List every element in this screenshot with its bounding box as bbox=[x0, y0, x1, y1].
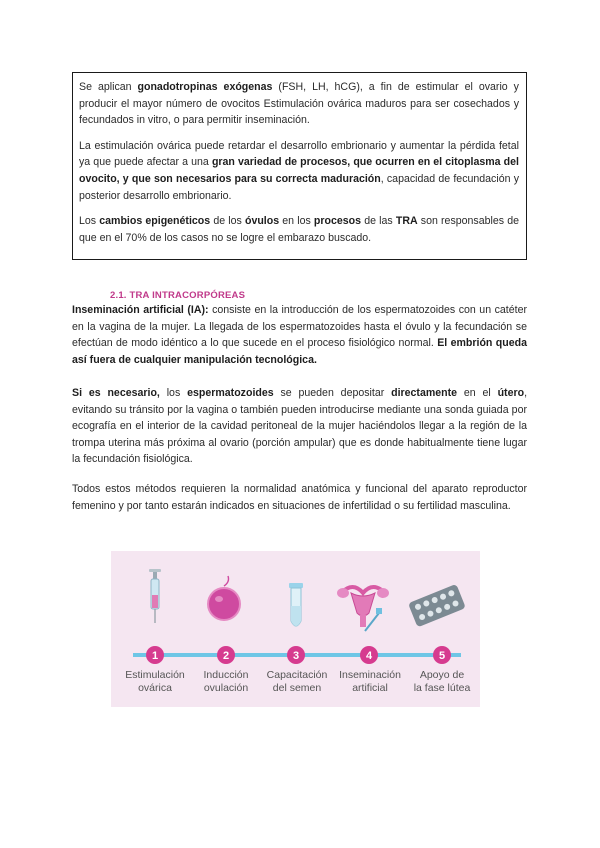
box-paragraph-2: La estimulación ovárica puede retardar el desarrollo embrionario y aumentar la pérdida fetal ya que puede afectar a una gran variedad de procesos, que ocurren en el citoplasma del ovocito, y que son necesarios para su correcta maduración, capacidad de fecundación y posterior desarrollo embrionario. bbox=[79, 139, 519, 202]
step-1-marker bbox=[146, 646, 164, 664]
step-2-label-line2: ovulación bbox=[203, 682, 249, 694]
step-5-label-line2: la fase lútea bbox=[413, 682, 471, 694]
step-1-label-line2: ovárica bbox=[138, 682, 172, 694]
paragraph-si-es-necesario: Si es necesario, los espermatozoides se pueden depositar directamente en el útero, evitando su tránsito por la vagina o también pueden introducirse mediante una sonda guiada por ecografía en el interior de la cavidad peritoneal de la mujer haciéndolos llegar a la región de la trompa uterina más próxima al ovario (porción ampular) que es donde habitualmente tiene lugar la fecundación fisiológica. bbox=[72, 387, 528, 466]
tra-steps-diagram bbox=[111, 551, 480, 707]
step-4-marker bbox=[360, 646, 378, 664]
step-5-number: 5 bbox=[438, 650, 446, 662]
box-paragraph-3: Los cambios epigenéticos de los óvulos en los procesos de las TRA son responsables de que en el 70% de los casos no se logre el embarazo buscado. bbox=[79, 215, 519, 244]
step-4-label-line1: Inseminación bbox=[339, 669, 401, 681]
test-tube-icon bbox=[289, 583, 303, 626]
egg-cell-icon bbox=[208, 576, 240, 620]
highlighted-info-box bbox=[72, 72, 527, 260]
box-paragraph-1: Se aplican gonadotropinas exógenas (FSH, LH, hCG), a fin de estimular el ovario y producir el mayor número de ovocitos Estimulación ovárica maduros para ser cosechados y fecundados in vitro, o para permitir inseminación. bbox=[79, 81, 519, 127]
step-1-number: 1 bbox=[151, 650, 159, 662]
step-3-label-line2: del semen bbox=[272, 682, 322, 694]
step-5-label-line1: Apoyo de bbox=[419, 669, 465, 681]
step-5-marker bbox=[433, 646, 451, 664]
tra-steps-figure bbox=[111, 551, 480, 707]
step-4-number: 4 bbox=[365, 650, 373, 662]
paragraph-todos-estos-metodos: Todos estos métodos requieren la normalidad anatómica y funcional del aparato reproductor femenino y por tanto estarán indicados en situaciones de infertilidad o su fertilidad masculina. bbox=[72, 483, 527, 512]
step-3-label-line1: Capacitación bbox=[266, 669, 328, 681]
step-2-label-line1: Inducción bbox=[203, 669, 249, 681]
syringe-icon bbox=[149, 569, 161, 623]
step-3-marker bbox=[287, 646, 305, 664]
step-3-number: 3 bbox=[292, 650, 300, 662]
step-1-label-line1: Estimulación bbox=[125, 669, 185, 681]
uterus-icon bbox=[337, 587, 389, 631]
step-2-marker bbox=[217, 646, 235, 664]
step-2-number: 2 bbox=[222, 650, 230, 662]
step-4-label-line2: artificial bbox=[352, 682, 388, 694]
paragraph-inseminacion: Inseminación artificial (IA): consiste en la introducción de los espermatozoides con un catéter en la vagina de la mujer. La llegada de los espermatozoides hasta el óvulo y la fecundación se efectúan de modo idéntico a lo que sucede en el proceso fisiológico normal. El embrión queda así fuera de cualquier manipulación tecnológica. bbox=[72, 304, 527, 366]
section-heading: 2.1. TRA INTRACORPÓREAS bbox=[110, 290, 246, 301]
pill-blister-icon bbox=[408, 584, 466, 628]
